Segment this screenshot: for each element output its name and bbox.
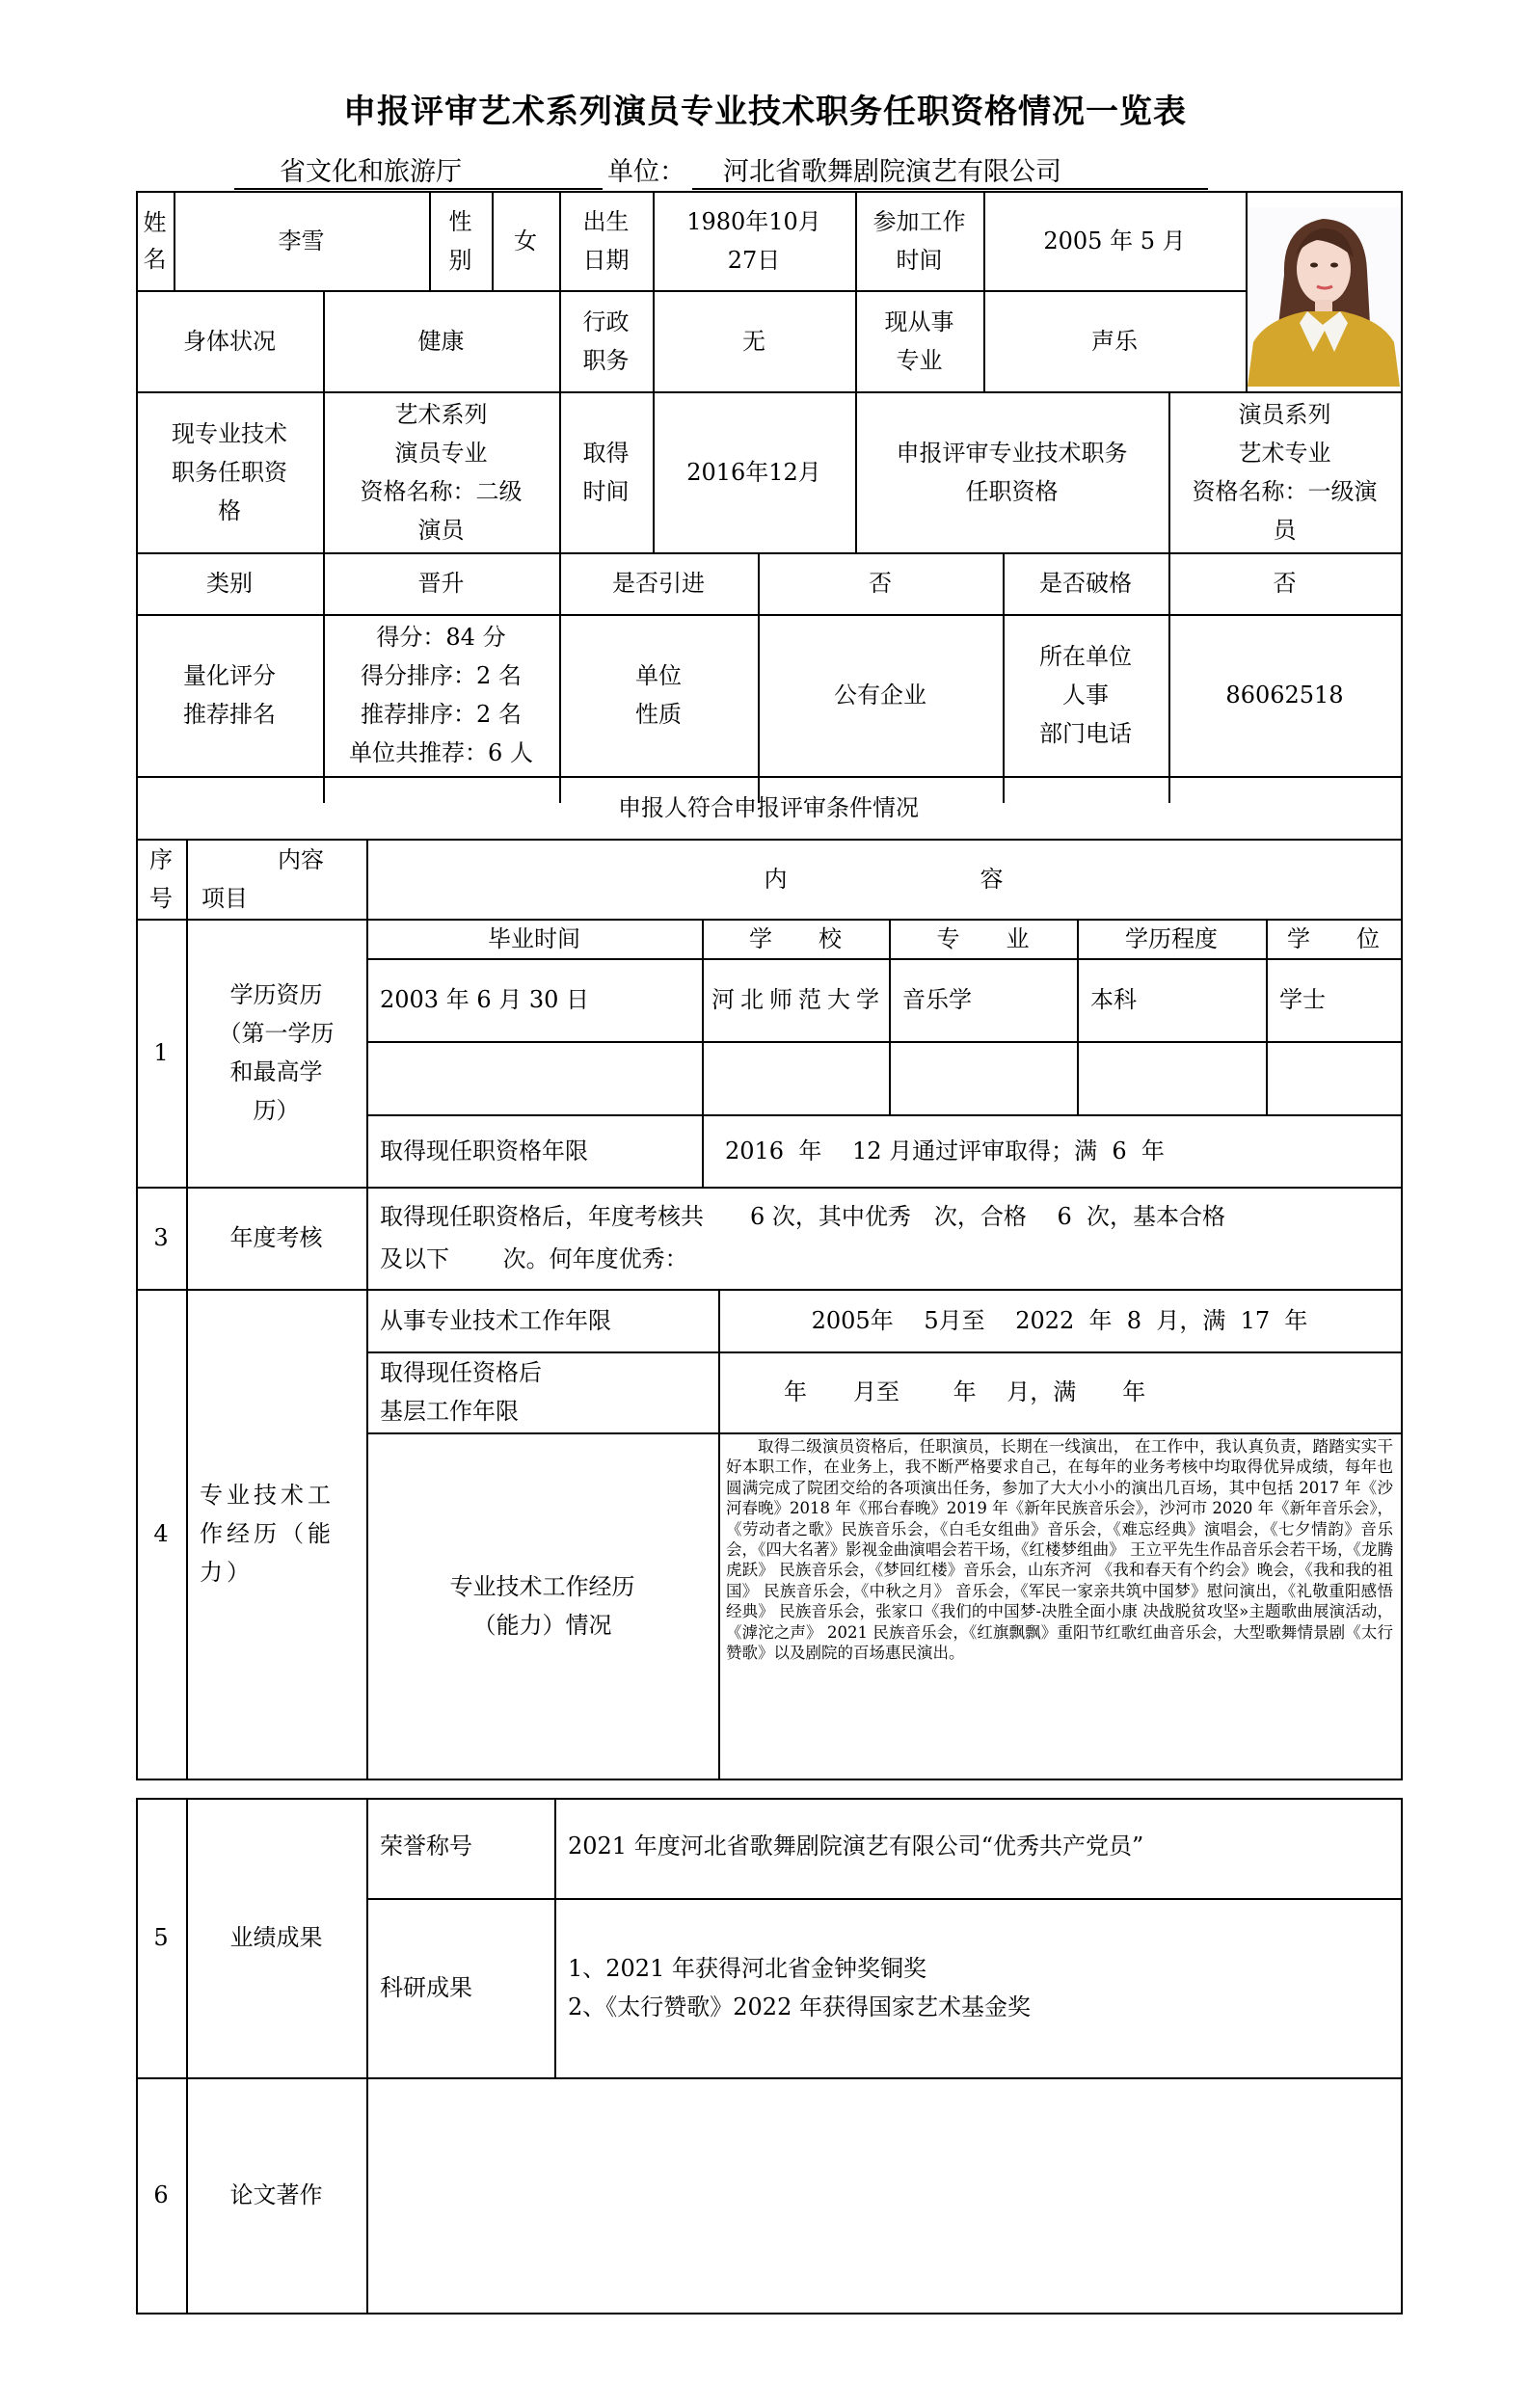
work-years-value: 2005年 5月至 2022 年 8 月，满 17 年 [811, 1306, 1308, 1334]
label-line: 历） [253, 1097, 300, 1124]
specialty-label-line1: 现从事 [884, 308, 954, 335]
work-start-label-line1: 参加工作 [872, 207, 966, 235]
health-value: 健康 [417, 327, 465, 355]
research-item: 2、《太行赞歌》2022 年获得国家艺术基金奖 [568, 1993, 1031, 2020]
border [1401, 191, 1403, 1780]
recommend-total: 单位共推荐：6 人 [349, 739, 533, 766]
label-line: 现专业技术 [172, 419, 287, 447]
header-school: 学 校 [749, 924, 842, 952]
header-major: 专 业 [936, 924, 1030, 952]
birth-value-line2: 27日 [727, 246, 781, 274]
label-line: 单位 [635, 662, 682, 689]
department-underline [234, 188, 603, 190]
label-line: 人事 [1062, 682, 1109, 709]
annual-line2: 及以下 次。何年度优秀： [380, 1245, 688, 1272]
work-start-label [855, 191, 983, 290]
work-years-label: 从事专业技术工作年限 [380, 1306, 611, 1334]
annual-content [366, 1187, 1401, 1289]
school-2 [702, 1041, 889, 1114]
admin-post-label [559, 290, 653, 391]
school-1: 河北师范大学 [711, 986, 885, 1013]
label-line: 学历资历 [229, 981, 323, 1008]
grassroots-years-label [366, 1351, 718, 1432]
admin-post-label-line2: 职务 [582, 346, 630, 374]
label-line: 作经历（能 [200, 1520, 335, 1547]
unit-label: 单位： [607, 157, 685, 187]
value-line: 资格名称：一级演 [1192, 477, 1378, 505]
experience-text: 取得二级演员资格后，任职演员，长期在一线演出， 在工作中，我认真负责，踏踏实实干好本职工作，在业务上，我不断严格要求自己，在每年的业务考核中均取得优异成绩，每年也圆满完成了院团交给的各项演出任务，参加了大大小小的演出几百场，其中包括 2017 年《沙河春晚》2018 年《邢台春晚》2019 年《新年民族音乐会》，沙河市 2020 年《新年音乐会》，《劳动者之歌》民族音乐会，《白毛女组曲》音乐会，《难忘经典》演唱会，《七夕情韵》音乐会，《四大名著》影视金曲演唱会若干场，《红楼梦组曲》 王立平先生作品音乐会若干场，《龙腾虎跃》 民族音乐会，《梦回红楼》音乐会，山东齐河 《我和春天有个约会》晚会，《我和我的祖国》 民族音乐会，《中秋之月》 音乐会，《军民一家亲共筑中国梦》慰问演出，《礼敬重阳感悟经典》 民族音乐会，张家口《我们的中国梦-决胜全面小康 决战脱贫攻坚»主题歌曲展演活动，《滹沱之声》 2021 民族音乐会，《红旗飘飘》重阳节红歌红曲音乐会，大型歌舞情景剧《太行赞歌》以及剧院的百场惠民演出。 [726, 1437, 1393, 1663]
exceptional-value: 否 [1273, 570, 1297, 597]
research-label: 科研成果 [380, 1974, 472, 2001]
label-line: 内容 [278, 845, 324, 873]
col-item-header [186, 839, 366, 919]
qualification-years-value: 2016 年 12 月通过评审取得；满 6 年 [725, 1137, 1165, 1164]
label-line: 项目 [201, 884, 248, 912]
gender-label-text: 性别 [448, 207, 472, 274]
grad-time-1: 2003 年 6 月 30 日 [380, 986, 590, 1013]
introduced-value: 否 [869, 570, 892, 597]
label-char: 内 [764, 865, 788, 893]
education-seq: 1 [153, 1039, 169, 1066]
obtain-time-value: 2016年12月 [686, 458, 821, 486]
achievements-label: 业绩成果 [229, 1924, 323, 1951]
honor-value: 2021 年度河北省歌舞剧院演艺有限公司“优秀共产党员” [568, 1833, 1144, 1860]
gender-label [429, 191, 492, 290]
annual-label: 年度考核 [229, 1224, 323, 1251]
label-line: 号 [149, 884, 173, 912]
major-2 [889, 1041, 1077, 1114]
gender-value: 女 [514, 227, 537, 254]
label-line: 任职资格 [965, 477, 1059, 505]
specialty-label-line2: 专业 [896, 346, 943, 374]
value-line: 资格名称：二级 [360, 477, 523, 505]
admin-post-label-line1: 行政 [582, 308, 630, 335]
specialty-value: 声乐 [1091, 327, 1138, 355]
papers-value [366, 2077, 1401, 2313]
unit-nature-label [559, 614, 758, 776]
work-start-label-line2: 时间 [896, 246, 943, 274]
label-line: 专业技术工 [200, 1482, 335, 1509]
border [136, 1779, 1403, 1780]
exceptional-label: 是否破格 [1039, 570, 1132, 597]
major-1: 音乐学 [902, 986, 972, 1013]
label-line: 取得 [582, 439, 630, 467]
annual-line1: 取得现任职资格后，年度考核共 6 次，其中优秀 次，合格 6 次，基本合格 [380, 1203, 1226, 1230]
specialty-label [855, 290, 983, 391]
grassroots-years-value: 年 月至 年 月，满 年 [784, 1378, 1146, 1405]
recommend-rank: 推荐排序：2 名 [361, 701, 522, 728]
col-seq-header [136, 839, 186, 919]
value-line: 员 [1273, 516, 1297, 544]
work-start-value: 2005 年 5 月 [1043, 227, 1186, 254]
label-line: （第一学历 [218, 1020, 335, 1047]
unit-nature-value: 公有企业 [834, 682, 926, 709]
label-line: 格 [218, 496, 241, 524]
hr-phone-value: 86062518 [1225, 682, 1344, 709]
name-label-text: 姓名 [143, 208, 167, 273]
label-line: 时间 [582, 477, 630, 505]
label-line: 力） [200, 1559, 254, 1586]
label-line: 和最高学 [229, 1058, 323, 1085]
degree-2 [1266, 1041, 1401, 1114]
work-seq: 4 [153, 1520, 169, 1547]
achievements-seq: 5 [153, 1924, 169, 1951]
border [136, 2313, 1403, 2314]
label-line: 专业技术工作经历 [449, 1572, 635, 1600]
birth-value [653, 191, 855, 290]
current-qualification-value [323, 391, 559, 552]
work-label [186, 1289, 366, 1779]
value-line: 演员专业 [394, 439, 488, 467]
applicant-photo [1248, 207, 1400, 387]
research-item: 1、2021 年获得河北省金钟奖铜奖 [568, 1955, 926, 1982]
page-title: 申报评审艺术系列演员专业技术职务任职资格情况一览表 [343, 93, 1187, 131]
unit-underline [692, 188, 1208, 190]
value-line: 演员 [417, 516, 465, 544]
grad-time-2 [366, 1041, 702, 1114]
current-qualification-label [136, 391, 323, 552]
value-line: 艺术专业 [1238, 439, 1331, 467]
birth-label-text: 出生日期 [582, 207, 630, 274]
label-line: 性质 [635, 701, 682, 728]
label-char: 容 [980, 865, 1004, 893]
admin-post-value: 无 [742, 327, 765, 355]
introduced-label: 是否引进 [612, 570, 705, 597]
papers-label: 论文著作 [229, 2181, 323, 2208]
degree-1: 学士 [1279, 986, 1326, 1013]
papers-seq: 6 [153, 2181, 169, 2208]
header-degree: 学 位 [1287, 924, 1380, 952]
label-line: 取得现任资格后 [380, 1359, 542, 1386]
health-label: 身体状况 [183, 327, 276, 355]
ranking-values [323, 614, 559, 776]
birth-label [559, 191, 653, 290]
education-label [186, 919, 366, 1187]
annual-seq: 3 [153, 1224, 169, 1251]
name-label [136, 191, 174, 290]
ranking-label [136, 614, 323, 776]
label-line: 所在单位 [1039, 643, 1132, 670]
value-line: 演员系列 [1238, 400, 1331, 428]
apply-qualification-value [1168, 391, 1401, 552]
honor-label: 荣誉称号 [380, 1833, 472, 1860]
level-2 [1077, 1041, 1266, 1114]
research-list [554, 1898, 1401, 2077]
col-content-header [366, 839, 1401, 919]
obtain-time-label [559, 391, 653, 552]
score-rank: 得分排序：2 名 [361, 662, 522, 689]
label-line: 基层工作年限 [380, 1398, 519, 1425]
label-line: 量化评分 [183, 662, 276, 689]
portrait-image [1248, 207, 1400, 387]
label-line: 职务任职资 [172, 458, 287, 486]
apply-qualification-label [855, 391, 1168, 552]
label-line: （能力）情况 [472, 1611, 612, 1639]
conditions-section-title: 申报人符合申报评审条件情况 [618, 793, 919, 821]
category-label: 类别 [206, 570, 253, 597]
hr-phone-label [1003, 614, 1168, 776]
category-value: 晋升 [417, 570, 465, 597]
label-line: 推荐排名 [183, 701, 276, 728]
label-line: 部门电话 [1039, 720, 1132, 747]
label-line: 序 [149, 845, 173, 873]
level-1: 本科 [1090, 986, 1137, 1013]
name-value: 李雪 [278, 227, 325, 254]
label-line: 申报评审专业技术职务 [896, 439, 1128, 467]
header-grad-time: 毕业时间 [488, 924, 580, 952]
department-name: 省文化和旅游厅 [280, 157, 462, 187]
birth-value-line1: 1980年10月 [686, 207, 821, 235]
unit-name: 河北省歌舞剧院演艺有限公司 [723, 157, 1061, 187]
border [1401, 1798, 1403, 2314]
score: 得分：84 分 [376, 624, 506, 651]
value-line: 艺术系列 [394, 400, 488, 428]
experience-label [366, 1432, 718, 1779]
header-level: 学历程度 [1125, 924, 1218, 952]
qualification-years-label: 取得现任职资格年限 [380, 1137, 588, 1164]
